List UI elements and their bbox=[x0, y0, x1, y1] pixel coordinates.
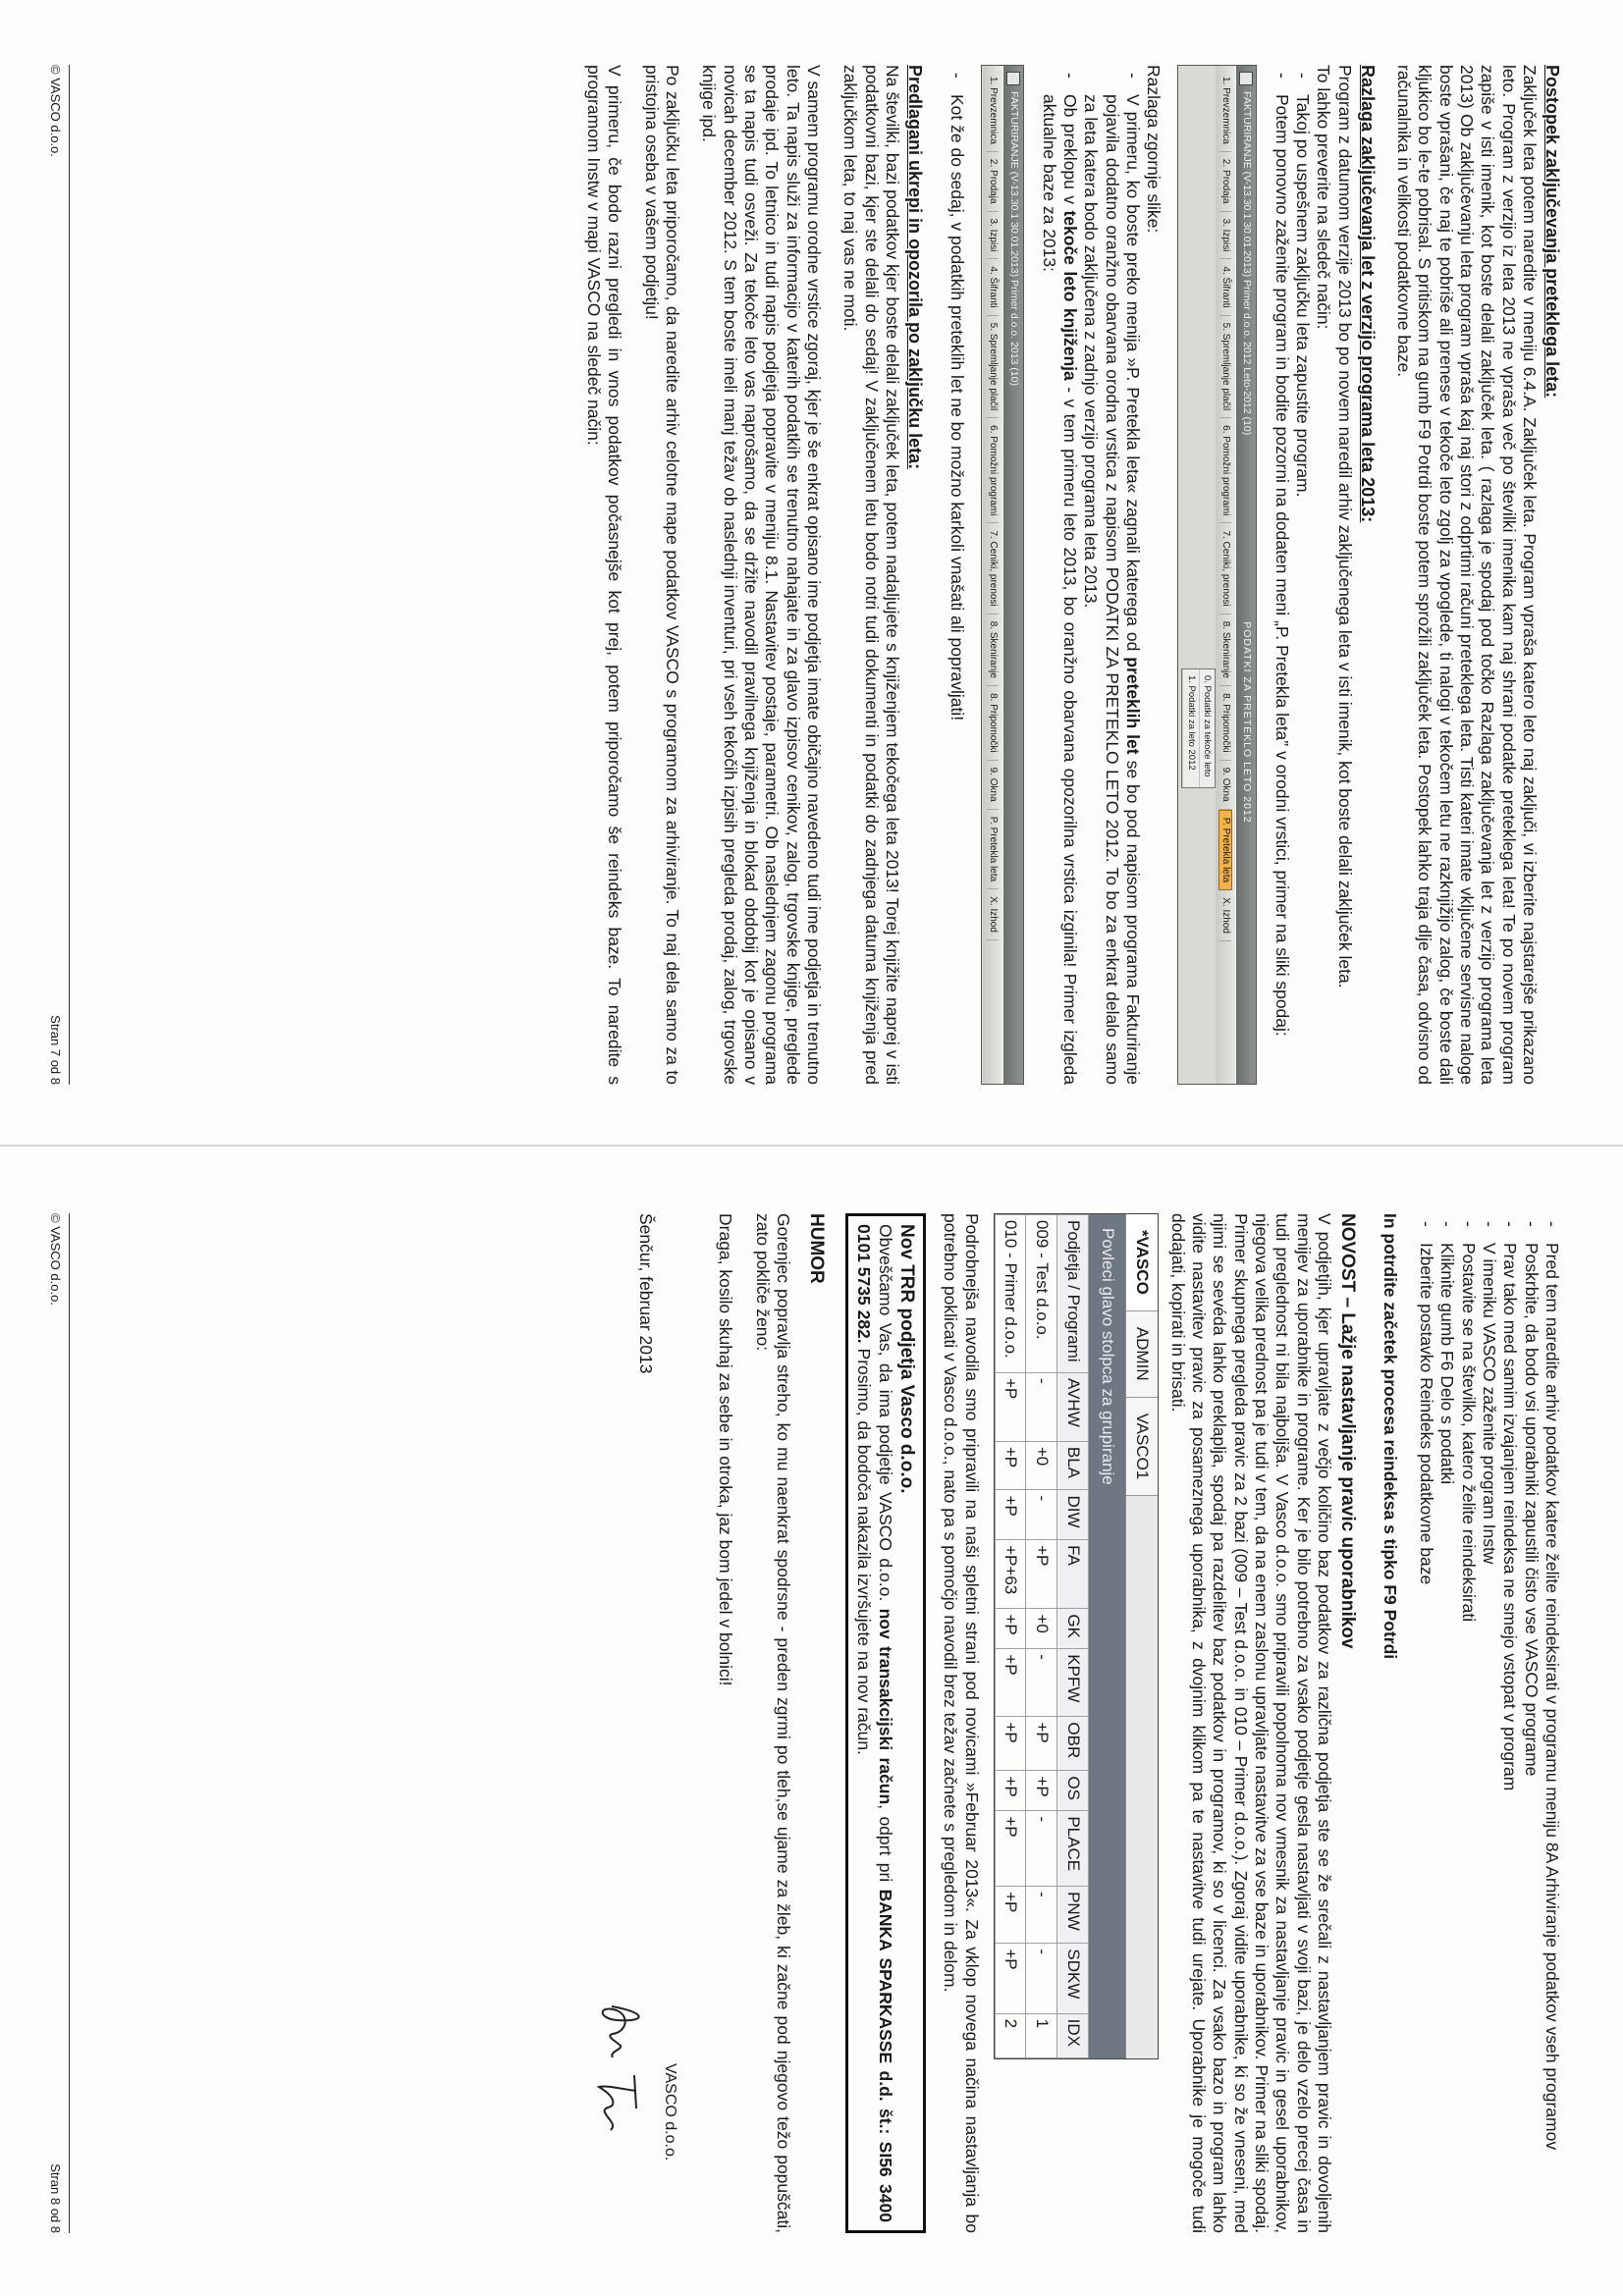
table-row[interactable] bbox=[1026, 1215, 1057, 2058]
verify-text: To lahko preverite na sledeč način: bbox=[1314, 65, 1334, 330]
column-header[interactable]: FA bbox=[1057, 1540, 1089, 1609]
table-cell[interactable]: +P bbox=[995, 1717, 1026, 1771]
list-item: - Izberite postavko Reindeks podatkovne baze bbox=[1416, 1243, 1436, 2233]
menu-item-exit[interactable]: X. Izhod bbox=[1219, 890, 1231, 941]
menu-item[interactable]: 1. Prevzemnica bbox=[1219, 70, 1231, 152]
dropdown-item-current[interactable]: 0. Podatki za tekoče leto bbox=[1199, 669, 1216, 787]
detailed-instructions-text: Podrobnejša navodila smo pripravili na naši spletni strani pod novicami »Februar 2013«. Za vklop novega načina nastavljanja bo potrebno poklicati v Vasco d.o.o., nato pa s pomočjo navodil brez težav začnete s pregledom in delom. bbox=[941, 1213, 982, 2233]
column-header[interactable]: AVHW bbox=[1057, 1373, 1089, 1442]
menu-item[interactable]: 9. Okna bbox=[1219, 761, 1231, 810]
archive-text: Program z datumom verzije 2013 bo po novem naredil arhiv zaključenega leta v isti imenik, kot boste delali zaključek leta. bbox=[1334, 65, 1355, 988]
footer-copyright: © VASCO d.o.o. bbox=[48, 1213, 63, 1306]
menu-item-past-years[interactable]: P. Pretekla leta bbox=[1218, 810, 1232, 891]
menu-item[interactable]: 8. Skeniranje bbox=[987, 614, 999, 686]
menu-item[interactable]: 6. Pomožni programi bbox=[987, 418, 999, 523]
table-header-row bbox=[1057, 1215, 1089, 2058]
table-cell[interactable]: - bbox=[1026, 1490, 1057, 1540]
past-years-dropdown-area bbox=[1178, 66, 1216, 1084]
humor-heading: HUMOR bbox=[806, 1213, 828, 1284]
list-item: - Ob preklopu v tekoče leto knjiženja - v tem primeru leto 2013, bo oranžno obarvana opozorilna vrstica izginila! Primer izgleda aktualne baze za 2013: bbox=[1038, 94, 1080, 1085]
table-cell[interactable]: +P bbox=[995, 1490, 1026, 1540]
table-cell[interactable]: - bbox=[1026, 1944, 1057, 2013]
menu-item[interactable]: 3. Izpisi bbox=[987, 212, 999, 260]
footer-copyright: © VASCO d.o.o. bbox=[48, 65, 63, 157]
page-divider bbox=[0, 1145, 1623, 1147]
menu-item[interactable]: 3. Izpisi bbox=[1219, 212, 1231, 260]
table-cell[interactable]: +P bbox=[995, 1944, 1026, 2013]
table-cell[interactable]: +P bbox=[995, 1811, 1026, 1887]
past-years-dropdown bbox=[1181, 668, 1216, 788]
column-header[interactable]: PNW bbox=[1057, 1887, 1089, 1944]
footer-page-number: Stran 8 od 8 bbox=[48, 2163, 63, 2233]
list-item: - Prav tako med samim izvajanjem reindeksa ne smejo vstopat v program bbox=[1499, 1243, 1520, 2233]
menu-item-past-years[interactable]: P. Pretekla leta bbox=[987, 810, 999, 890]
table-cell[interactable]: +P+63 bbox=[995, 1540, 1026, 1609]
group-by-hint: Povleci glavo stolpca za grupiranje bbox=[1089, 1214, 1125, 2058]
page-footer bbox=[47, 1213, 70, 2233]
table-cell[interactable]: - bbox=[1026, 1649, 1057, 1717]
footer-page-number: Stran 7 od 8 bbox=[48, 1015, 63, 1085]
table-cell[interactable]: +P bbox=[995, 1887, 1026, 1944]
table-cell[interactable]: +0 bbox=[1026, 1441, 1057, 1490]
screenshot-current-year bbox=[981, 65, 1024, 1085]
column-header[interactable]: Podjetja / Programi bbox=[1057, 1215, 1089, 1373]
table-cell[interactable]: +P bbox=[995, 1771, 1026, 1811]
picture-explanation-intro: Razlaga zgornje slike: bbox=[1144, 65, 1164, 234]
page-footer bbox=[47, 65, 70, 1085]
column-header[interactable]: GK bbox=[1057, 1609, 1089, 1649]
permissions-table bbox=[995, 1214, 1089, 2058]
app-title: FAKTURIRANJE (V-13.30.1 30.01.2013) Primer d.o.o. 2013 (10) bbox=[1007, 91, 1020, 386]
menu-item[interactable]: 8. Skeniranje bbox=[1219, 614, 1231, 686]
tab-admin[interactable]: ADMIN bbox=[1126, 1311, 1159, 1398]
verify-steps bbox=[1271, 65, 1313, 1085]
section-heading-2013: Razlaga zaključevanja let z verzijo programa leta 2013: bbox=[1357, 65, 1378, 523]
column-header[interactable]: OS bbox=[1057, 1771, 1089, 1811]
app-logo-icon bbox=[1006, 72, 1020, 85]
menu-item-exit[interactable]: X. Izhod bbox=[987, 889, 999, 940]
handwritten-signature bbox=[587, 1999, 656, 2146]
past-year-label: PODATKI ZA PRETEKLO LETO 2012 bbox=[1240, 621, 1253, 824]
archive-recommendation-text: Po zaključku leta priporočamo, da naredite arhiv celotne mape podatkov VASCO s programom za arhiviranje. To naj dela samo za to pristojna oseba v vašem podjetju! bbox=[641, 65, 682, 1085]
list-item: - Kot že do sedaj, v podatkih preteklih let ne bo možno karkoli vnašati ali popravljati! bbox=[947, 94, 967, 1085]
menu-item[interactable]: 8. Pripomočki bbox=[1219, 686, 1231, 761]
table-cell[interactable]: +P bbox=[995, 1649, 1026, 1717]
sign-company: VASCO d.o.o. bbox=[661, 2063, 678, 2162]
column-header[interactable]: KPFW bbox=[1057, 1649, 1089, 1717]
section-heading-recommendations: Predlagani ukrepi in opozorila po zaključku leta: bbox=[904, 65, 925, 470]
table-cell[interactable]: +0 bbox=[1026, 1609, 1057, 1649]
reindex-confirm: In potrdite začetek procesa reindeksa s tipko F9 Potrdi bbox=[1380, 1213, 1400, 1660]
section-heading-novost: NOVOST – Lažje nastavljanje pravic uporabnikov bbox=[1337, 1213, 1359, 1649]
humor-text-2: Draga, kosilo skuhaj za sebe in otroka, jaz bom jedel v bolnici! bbox=[716, 1213, 736, 1686]
tab-vasco[interactable]: *VASCO bbox=[1126, 1214, 1159, 1311]
table-cell[interactable]: +P bbox=[995, 1609, 1026, 1649]
list-item: - V primeru, ko boste preko menija »P. Pretekla leta« zagnali katerega od preteklih let se bo pod napisom programa Fakturiranje pojavila dodatno oranžno obarvana orodna vrstica z napisom PODATKI ZA PRETEKLO LETO 2012. To bo za enkrat delalo samo za leta katera bodo zaključena z zadnjo verzijo programa leta 2013. bbox=[1080, 94, 1143, 1085]
menu-item[interactable]: 8. Pripomočki bbox=[987, 686, 999, 761]
table-cell[interactable]: - bbox=[1026, 1887, 1057, 1944]
menu-item[interactable]: 4. Šifranti bbox=[1219, 259, 1231, 315]
trr-heading: Nov TRR podjetja Vasco d.o.o. bbox=[895, 1224, 917, 1494]
trr-text: Obveščamo Vas, da ima podjetje VASCO d.o.o. nov transakcijski račun, odprt pri BANKA SPARKASSE d.d. št.: SI56 3400 0101 5735 282. Prosimo, da bodoča nakazila izvršujete na nov račun. bbox=[854, 1224, 895, 2222]
column-header[interactable]: SDKW bbox=[1057, 1944, 1089, 2013]
table-cell[interactable]: +P bbox=[995, 1373, 1026, 1442]
menu-item[interactable]: 5. Spremljanje plačil bbox=[987, 316, 999, 419]
table-cell[interactable]: - bbox=[1026, 1373, 1057, 1442]
signature-area bbox=[587, 1213, 678, 2233]
closing-procedure-text: Zaključek leta potem naredite v meniju 6.4.A. Zaključek leta. Program vpraša katero leto naj zaključi, vi izberite najstarejše prikazano leto. Program z verzijo iz leta 2013 ne vpraša več po številki imenika kam naj shrani podatke preteklega leta! Te po novem program zapiše v isti imenik, kot boste delali zaključek leta. ( razlaga je spodaj pod točko Razlaga zaključevanja let z verzijo programa leta 2013) Ob zaključevanju leta program vpraša kaj naj stori z odprtimi računi preteklega leta. Tisti kateri imate vključene servisne naloge boste vprašani, če naj te pobriše ali prenese v tekoče leto zgolj za vpoglede, ti nalogi v tekočem letu ne razknjižijo zalog, če boste dali kljukico bo le-te pobrisal. S pritiskom na gumb F9 Potrdi boste potem sprožili zaključek leta. Postopek lahko traja dlje časa, odvisno od računalnika in velikosti podatkovne baze. bbox=[1393, 65, 1541, 1085]
list-item: - Potem ponovno zaženite program in bodite pozorni na dodaten meni „P. Preteklа leta” v orodni vrstici, primer na sliki spodaj: bbox=[1271, 94, 1291, 1085]
table-cell[interactable]: 1 bbox=[1026, 2013, 1057, 2057]
recommendation-text: Na številki, bazi podatkov kjer boste delali zaključek leta, potem nadaljujete s knjiženjem tekočega leta 2013! Torej knjižite naprej v isti podatkovni bazi, kjer ste delali do sedaj! V zaključenem letu bodo notri tudi dokumenti in podatki do zadnjega datuma knjiženja pred zaključkom leta, to naj vas ne moti. bbox=[840, 65, 902, 1085]
table-cell[interactable]: - bbox=[1026, 1811, 1057, 1887]
tab-vasco1[interactable]: VASCO1 bbox=[1126, 1398, 1159, 1497]
sign-place-date: Šenčur, februar 2013 bbox=[635, 1213, 656, 1374]
column-header[interactable]: PLACE bbox=[1057, 1811, 1089, 1887]
list-item: - Takoj po uspešnem zaključku leta zapustite program. bbox=[1292, 94, 1313, 1085]
app-title: FAKTURIRANJE (V-13.30.1 30.01.2013) Primer d.o.o. 2012 Leto-2012 (10) bbox=[1240, 91, 1253, 436]
table-cell[interactable]: +P bbox=[1026, 1540, 1057, 1609]
dropdown-item-2012[interactable]: 1. Podatki za leto 2012 bbox=[1182, 669, 1199, 787]
column-header[interactable]: DIW bbox=[1057, 1490, 1089, 1540]
column-header[interactable]: IDX bbox=[1057, 2013, 1089, 2057]
list-item: - Pred tem naredite arhiv podatkov katere želite reindeksirati v programu meniju 8A Arhiviranje podatkov vseh programov bbox=[1542, 1243, 1562, 2233]
screenshot-past-year bbox=[1177, 65, 1257, 1085]
menu-item[interactable]: 7. Ceniki, prenosi bbox=[987, 523, 999, 614]
column-header[interactable]: OBR bbox=[1057, 1717, 1089, 1771]
reindex-steps bbox=[1416, 1213, 1562, 2233]
table-cell[interactable]: 2 bbox=[995, 2013, 1026, 2057]
section-heading-closing: Postopek zaključevanja preteklega leta: bbox=[1542, 65, 1562, 399]
table-cell[interactable]: 009 - Test d.o.o. bbox=[1026, 1215, 1057, 1373]
menu-item[interactable]: 6. Pomožni programi bbox=[1219, 418, 1231, 523]
menu-item[interactable]: 7. Ceniki, prenosi bbox=[1219, 523, 1231, 614]
table-cell[interactable]: 010 - Primer d.o.o. bbox=[995, 1215, 1026, 1373]
permissions-grid bbox=[994, 1213, 1160, 2059]
table-row[interactable] bbox=[995, 1215, 1026, 2058]
user-tabs bbox=[1125, 1214, 1159, 2058]
table-cell[interactable]: +P bbox=[1026, 1717, 1057, 1771]
list-item: - Postavite se na številko, katero želite reindeksirati bbox=[1457, 1243, 1478, 2233]
table-cell[interactable]: +P bbox=[995, 1441, 1026, 1490]
note-list bbox=[947, 65, 967, 1085]
menu-item[interactable]: 2. Prodaja bbox=[987, 152, 999, 212]
reindex-intro-text: V primeru, če bodo razni pregledi in vnos podatkov počasnejše kot prej, potem priporočamo še reindeks baze. To naredite s programom Instw v mapi VASCO na sledeč način: bbox=[583, 65, 625, 1085]
menu-item[interactable]: 4. Šifranti bbox=[987, 259, 999, 315]
table-cell[interactable]: +P bbox=[1026, 1771, 1057, 1811]
list-item: - Kliknite gumb F6 Delo s podatki bbox=[1436, 1243, 1457, 2233]
menu-item[interactable]: 5. Spremljanje plačil bbox=[1219, 316, 1231, 419]
app-menubar bbox=[983, 66, 1003, 1084]
humor-text-1: Gorenjec popravlja streho, ko mu naenkrat spodrsne - preden zgrmi po tleh,se ujame za žleb, ki začne pod njegovo težo popuščati, zato pokliče ženo: bbox=[752, 1213, 793, 2233]
app-menubar bbox=[1216, 66, 1236, 1084]
menu-item[interactable]: 1. Prevzemnica bbox=[987, 70, 999, 152]
app-titlebar bbox=[1003, 66, 1023, 1084]
app-logo-icon bbox=[1239, 72, 1253, 85]
trr-notice-box bbox=[845, 1213, 926, 2233]
list-item: - Poskrbite, da bodo vsi uporabniki zapustili čisto vse VASCO programe bbox=[1520, 1243, 1541, 2233]
menu-item[interactable]: 9. Okna bbox=[987, 761, 999, 810]
menu-item[interactable]: 2. Prodaja bbox=[1219, 152, 1231, 212]
app-titlebar bbox=[1236, 66, 1256, 1084]
novost-text: V podjetjih, kjer upravljate z večjo količino baz podatkov za različna podjetja ste se že srečali z nastavljanjem pravic in dovoljenih menijev za uporabnike in programe. Ker je bilo potrebno za vsako podjetje gesla nastavljati v svoji bazi, je delo vzelo precej časa in tudi preglednost ni bila najboljša. V Vasco d.o.o. smo pripravili popolnoma nov vmesnik za nastavljanje pravic in gesel uporabnikov, njegova velika prednost pa je tudi v tem, da na enem zaslonu upravljate nastavitve za vse baze in uporabnikov. Primer na sliki spodaj. Primer skupnega pregleda pravic za 2 bazi (009 – Test d.o.o. in 010 – Primer d.o.o.). Zgoraj vidite uporabnike, ki so že vneseni, med njimi se sevéda lahko preklapljа, spodaj pa razdelitev baz podatkov in programov, ki so v licenci. Za vsako bazo in program lahko vidite nastavitev pravic za posameznega uporabnika, z dvojnim klikom pa te nastavitve tudi urejate. Uporabnike je mogoče tudi dodajati, kopirati in brisati. bbox=[1167, 1213, 1335, 2233]
company-name-text: V samem programu orodne vrstice zgoraj, kjer je še enkrat opisano ime podjetja imate običajno navedeno tudi ime podjetja in trenutno leto. Ta napis služi za informacijo v katerih podatkih se trenutno nahajate in za glavo izpisov cenikov, zalog, trgovske knjige, preglede prodaje ipd. To letnico in tudi napis podjetja popravite v meniju 8.1. Nastavitev postaje, parametri. Ob naslednjem zagonu programa se ta napis tudi osveži. Za tekoče leto vas naprošamo, da se držite navodil pravilnega knjiženja in blokad obdobij kot je opisano v novicah december 2012. S tem boste imeli manj težav ob naslednji inventuri, pri vseh tekočih izpisih pregleda prodaj, zalog, trgovske knjige ipd. bbox=[699, 65, 824, 1085]
list-item: - V imeniku VASCO zaženite program Instw bbox=[1479, 1243, 1499, 2233]
page-8 bbox=[0, 1148, 1623, 2296]
column-header[interactable]: BLA bbox=[1057, 1441, 1089, 1490]
picture-explanation bbox=[1038, 65, 1143, 1085]
